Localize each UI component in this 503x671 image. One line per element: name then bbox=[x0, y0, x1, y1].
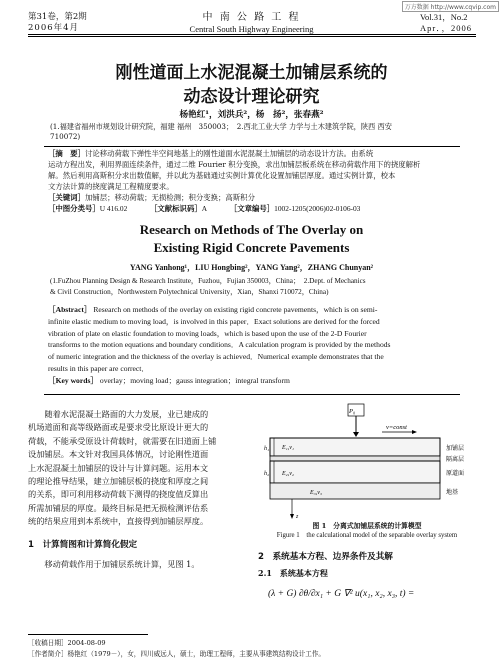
header-rule-2 bbox=[28, 36, 476, 37]
abstract-cn-line1 bbox=[48, 148, 460, 159]
equation-1: (λ + G) ∂θ/∂x₁ + G ∇² u(x₁, x₂, x₃, t) = bbox=[268, 589, 415, 599]
body-line: 机场道面和高等级路面或是要求受比原设计更大的 bbox=[28, 422, 209, 433]
keywords-en-label: ［Key words］ bbox=[48, 375, 98, 385]
footnote-received: ［收稿日期］2004-08-09 bbox=[28, 639, 106, 647]
abstract-cn-label: ［摘 要］ bbox=[48, 149, 85, 158]
label-velocity: v=const bbox=[386, 424, 407, 431]
abstract-cn-line4: 文方法计算的挠度满足工程精度要求。 bbox=[48, 182, 174, 191]
keywords-en-text: overlay；moving load；gauss integration；integral transform bbox=[99, 375, 290, 385]
abstract-en-line5: of numeric integration and the thickness of the overlay is achieved．Numerical example demonstrates that the bbox=[48, 352, 384, 362]
label-h1: h₁ bbox=[264, 446, 270, 452]
label-layer2: E₂,ν₂ bbox=[282, 471, 294, 477]
label-h2: h₂ bbox=[264, 471, 270, 477]
abstract-rule-top bbox=[44, 146, 460, 147]
label-layer1: E₁,ν₁ bbox=[282, 445, 294, 451]
affiliation-cn-line2: 710072) bbox=[50, 132, 81, 141]
label-layer3: E₃,ν₃ bbox=[310, 490, 322, 496]
header-rule bbox=[28, 34, 476, 35]
authors-cn: 杨艳红¹，刘洪兵²，杨 扬²，张春燕² bbox=[179, 110, 324, 120]
article-no-label: ［文章编号］ bbox=[229, 204, 275, 213]
title-en-line1: Research on Methods of The Overlay on bbox=[139, 222, 364, 237]
footnote-rule bbox=[28, 634, 148, 635]
overlay-layer bbox=[270, 438, 440, 456]
doc-code-label: ［文献标识码］ bbox=[149, 204, 202, 213]
keywords-cn-label: ［关键词］ bbox=[48, 193, 85, 202]
doc-code-value: A bbox=[201, 204, 208, 213]
label-isolation: 隔离层 bbox=[446, 456, 465, 463]
label-old-pavement: 原道面 bbox=[446, 470, 465, 477]
footnote-author-bio: ［作者简介］杨艳红（1979－），女，四川威远人，硕士，助理工程师，主要从事建筑结构设计工作。 bbox=[28, 650, 326, 658]
body-line: 统的结果应用到本系统中，直接得到加铺层厚度。 bbox=[28, 516, 209, 527]
affiliation-en-line1: (1.FuZhou Planning Design & Research Institute，Fuzhou，Fujian 350003，China； 2.Dept. of Mechanics bbox=[50, 277, 366, 285]
body-line: 随着水泥混凝土路面的大力发展，业已建成的 bbox=[28, 409, 209, 419]
body-line: 所需加铺层的厚度。最终目标是把无损检测评估系 bbox=[28, 502, 209, 513]
abstract-en-line4: transforms to the motion equations and boundary conditions．A calculation program is provided by the methods bbox=[48, 340, 391, 350]
authors-en: YANG Yanhong¹，LIU Hongbing²，YANG Yang²，ZHANG Chunyan² bbox=[129, 263, 374, 272]
clc-value: U 416.02 bbox=[99, 204, 128, 213]
isolation-layer bbox=[270, 456, 440, 461]
abstract-cn-line3: 解。然后利用高斯积分求出数值解，并以此为基础通过实例计算优化设置加铺层厚度。通过实例计算，校本 bbox=[48, 171, 396, 180]
label-overlay: 加铺层 bbox=[446, 445, 465, 452]
abstract-en-text1: Research on methods of the overlay on existing rigid concrete pavements，which is on semi- bbox=[93, 305, 378, 314]
keywords-cn-text: 加铺层；移动荷载；无损检测；积分变换；高斯积分 bbox=[84, 193, 255, 202]
abstract-cn-line2: 运动方程出发，利用界面连续条件，通过二维 Fourier 积分变换，求出加铺层板系统在移动荷载作用下的挠度解析 bbox=[48, 160, 421, 169]
header-date-en: Apr．，2006 bbox=[420, 23, 472, 33]
source-stamp: 万方数据 http://www.cqvip.com bbox=[402, 1, 499, 12]
abstract-en-line1 bbox=[48, 304, 460, 316]
section-1-heading: 1 计算简图和计算简化假定 bbox=[28, 539, 138, 550]
body-line: 移动荷载作用于加铺层系统计算，见图 1。 bbox=[28, 559, 200, 570]
body-line: 的理论推导结果，建立加铺层板的挠度和厚度之间 bbox=[28, 476, 209, 487]
header-vol-en: Vol.31，No.2 bbox=[420, 12, 468, 22]
article-no-value: 1002-1205(2006)02-0106-03 bbox=[274, 204, 361, 213]
figure-1-caption-en: Figure 1 the calculational model of the separable overlay system bbox=[276, 532, 458, 539]
figure-1-diagram bbox=[262, 402, 476, 524]
title-cn-line1: 刚性道面上水泥混凝土加铺层系统的 bbox=[115, 63, 388, 83]
label-z: z bbox=[296, 514, 299, 520]
title-cn-line2: 动态设计理论研究 bbox=[183, 87, 320, 107]
label-p0: P₀ bbox=[349, 408, 356, 415]
old-pavement-layer bbox=[270, 461, 440, 483]
load-arrowhead bbox=[353, 432, 359, 437]
figure-1-caption-cn: 图 1 分离式加铺层系统的计算模型 bbox=[312, 522, 422, 530]
velocity-arrowhead bbox=[412, 430, 417, 434]
body-line: 的关系，即可利用移动荷载下测得的挠度值反算出 bbox=[28, 489, 209, 500]
abstract-en-line2: infinite elastic medium to moving load，is involved in this paper．Exact solutions are derived for the forced bbox=[48, 316, 380, 326]
label-foundation: 地基 bbox=[446, 489, 459, 496]
abstract-en-line3: vibration of plate on elastic foundation to moving loads，which is based upon the use of the 2-D Fourier bbox=[48, 328, 367, 338]
classification-cn bbox=[48, 203, 460, 214]
header-date-cn: 2006年4月 bbox=[28, 23, 80, 33]
header-vol-cn: 第31卷，第2期 bbox=[28, 12, 87, 22]
header-journal-en: Central South Highway Engineering bbox=[189, 24, 314, 34]
body-line: 设加铺层。本文针对我国具体情况，讨论刚性道面 bbox=[28, 449, 209, 460]
abstract-en bbox=[48, 304, 460, 387]
keywords-cn bbox=[48, 192, 460, 203]
keywords-en bbox=[48, 375, 460, 387]
subsection-2-1-heading: 2.1 系统基本方程 bbox=[258, 568, 328, 578]
body-line: 荷载，不能承受原设计荷载时，就需要在旧道面上铺 bbox=[28, 435, 217, 446]
abstract-en-line6: results in this paper are correct． bbox=[48, 363, 149, 373]
header-journal-cn: 中 南 公 路 工 程 bbox=[202, 12, 301, 23]
body-left-column bbox=[28, 408, 246, 571]
foundation-layer bbox=[270, 483, 440, 499]
clc-label: ［中图分类号］ bbox=[48, 204, 100, 213]
title-en-line2: Existing Rigid Concrete Pavements bbox=[153, 240, 350, 255]
body-line: 上水泥混凝土加铺层的设计与计算问题。运用本文 bbox=[28, 462, 209, 473]
affiliation-cn-line1: (1.福建省福州市规划设计研究院，福建 福州 350003； 2.西北工业大学 力学与土木建筑学院，陕西 西安 bbox=[50, 122, 392, 131]
abstract-cn bbox=[48, 148, 460, 214]
z-arrowhead bbox=[290, 514, 294, 519]
abstract-rule-bottom bbox=[44, 394, 460, 395]
abstract-cn-text1: 讨论移动荷载下弹性半空间地基上的刚性道面水泥混凝土加铺层的动态设计方法。由系统 bbox=[84, 149, 374, 158]
affiliation-en-line2: & Civil Construction，Northwestern Polytechnical University，Xian，Shanxi 710072，China) bbox=[50, 288, 329, 296]
section-2-heading: 2 系统基本方程、边界条件及其解 bbox=[258, 552, 393, 562]
abstract-en-label: ［Abstract］ bbox=[48, 305, 92, 314]
